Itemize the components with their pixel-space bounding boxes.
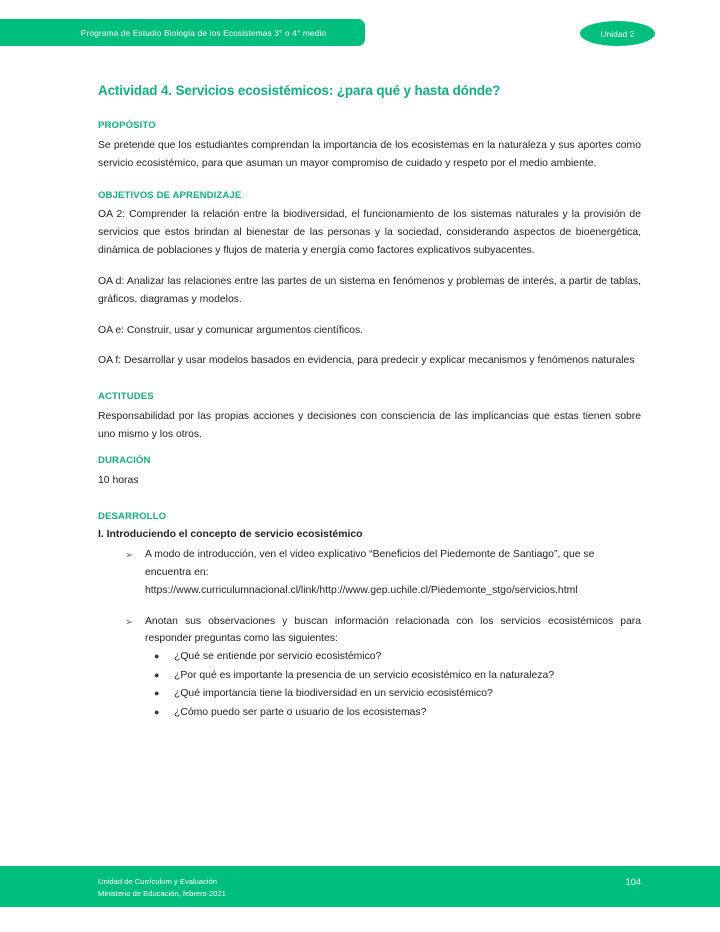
section-heading-proposito: PROPÓSITO (98, 120, 156, 132)
arrow-item-text: A modo de introducción, ven el video explicativo “Beneficios del Piedemonte de Santiago”, que se encuentra en: (145, 548, 595, 578)
dot-bullet-icon: ● (154, 706, 160, 717)
spacer (98, 600, 641, 613)
arrow-item-text: Anotan sus observaciones y buscan información relacionada con los servicios ecosistémicos para responder preguntas como las siguientes: (145, 615, 641, 645)
list-item (98, 648, 641, 666)
question-text: ¿Por qué es importante la presencia de un servicio ecosistémico en la naturaleza? (174, 669, 555, 681)
spacer (98, 173, 641, 189)
page-title: Actividad 4. Servicios ecosistémicos: ¿para qué y hasta dónde? (98, 83, 501, 98)
desarrollo-subheading: I. Introduciendo el concepto de servicio ecosistémico (98, 529, 363, 541)
footer-line-1: Unidad de Currículum y Evaluación (98, 877, 218, 886)
unit-badge (580, 21, 655, 46)
dot-bullet-icon: ● (154, 688, 160, 699)
section-heading-objetivos: OBJETIVOS DE APRENDIZAJE (98, 189, 242, 201)
unit-badge-label: Unidad 2 (600, 28, 635, 39)
objetivo-oae: OA e: Construir, usar y comunicar argumentos científicos. (98, 324, 364, 336)
desarrollo-arrow-list-2 (98, 613, 641, 649)
proposito-paragraph: Se pretende que los estudiantes comprendan la importancia de los ecosistemas en la naturaleza y sus aportes como servicio ecosistémico, para que asuman un mayor compromiso de cuidado y respeto por el medio ambiente. (98, 139, 641, 169)
objetivo-oaf: OA f: Desarrollar y usar modelos basados en evidencia, para predecir y explicar mecanismos y fenómenos naturales (98, 355, 635, 367)
dot-bullet-icon: ● (154, 651, 160, 662)
question-text: ¿Qué se entiende por servicio ecosistémico? (174, 651, 382, 663)
list-item (98, 667, 641, 685)
spacer (98, 490, 641, 510)
section-desarrollo (98, 510, 641, 722)
section-duracion (98, 454, 641, 489)
arrow-bullet-icon: ➢ (125, 549, 134, 561)
footer-org (98, 876, 226, 900)
list-item (98, 704, 641, 722)
question-text: ¿Qué importancia tiene la biodiversidad en un servicio ecosistémico? (174, 688, 493, 700)
header-band (0, 19, 365, 46)
spacer (98, 443, 641, 454)
section-proposito (98, 119, 641, 172)
spacer (98, 370, 641, 390)
dot-bullet-icon: ● (154, 669, 160, 680)
page-number: 104 (625, 877, 641, 887)
section-actitudes (98, 390, 641, 443)
footer-band (0, 866, 720, 907)
section-heading-duracion: DURACIÓN (98, 455, 151, 467)
section-heading-actitudes: ACTITUDES (98, 391, 154, 403)
section-heading-desarrollo: DESARROLLO (98, 510, 167, 522)
objetivo-oa2: OA 2: Comprender la relación entre la biodiversidad, el funcionamiento de los sistemas naturales y la provisión de servicios que estos brindan al bienestar de las personas y la sociedad, considerando aspectos de bioenergética, dinámica de poblaciones y flujos de materia y energía como factores explicativos subyacentes. (98, 209, 641, 256)
question-list (98, 648, 641, 722)
video-link-url[interactable]: https://www.curriculumnacional.cl/link/http://www.gep.uchile.cl/Piedemonte_stgo/servicios.html (145, 584, 578, 596)
header-program-label: Programa de Estudio Biología de los Ecosistemas 3° o 4° medio (80, 27, 327, 38)
spacer (98, 339, 641, 352)
page-content (98, 82, 641, 722)
arrow-bullet-icon: ➢ (125, 616, 134, 628)
list-item (98, 546, 641, 600)
list-item (98, 613, 641, 649)
footer-content (98, 876, 641, 900)
spacer (98, 309, 641, 322)
section-objetivos (98, 189, 641, 371)
desarrollo-arrow-list (98, 546, 641, 600)
duracion-value: 10 horas (98, 474, 139, 486)
list-item (98, 685, 641, 703)
question-text: ¿Cómo puedo ser parte o usuario de los ecosistemas? (174, 706, 427, 718)
spacer (98, 260, 641, 273)
footer-line-2: Ministerio de Educación, febrero 2021 (98, 888, 226, 898)
actitudes-paragraph: Responsabilidad por las propias acciones y decisiones con consciencia de las implicancias que estas tienen sobre uno mismo y los otros. (98, 410, 641, 440)
objetivo-oad: OA d: Analizar las relaciones entre las partes de un sistema en fenómenos y problemas de interés, a partir de tablas, gráficos, diagramas y modelos. (98, 275, 641, 305)
